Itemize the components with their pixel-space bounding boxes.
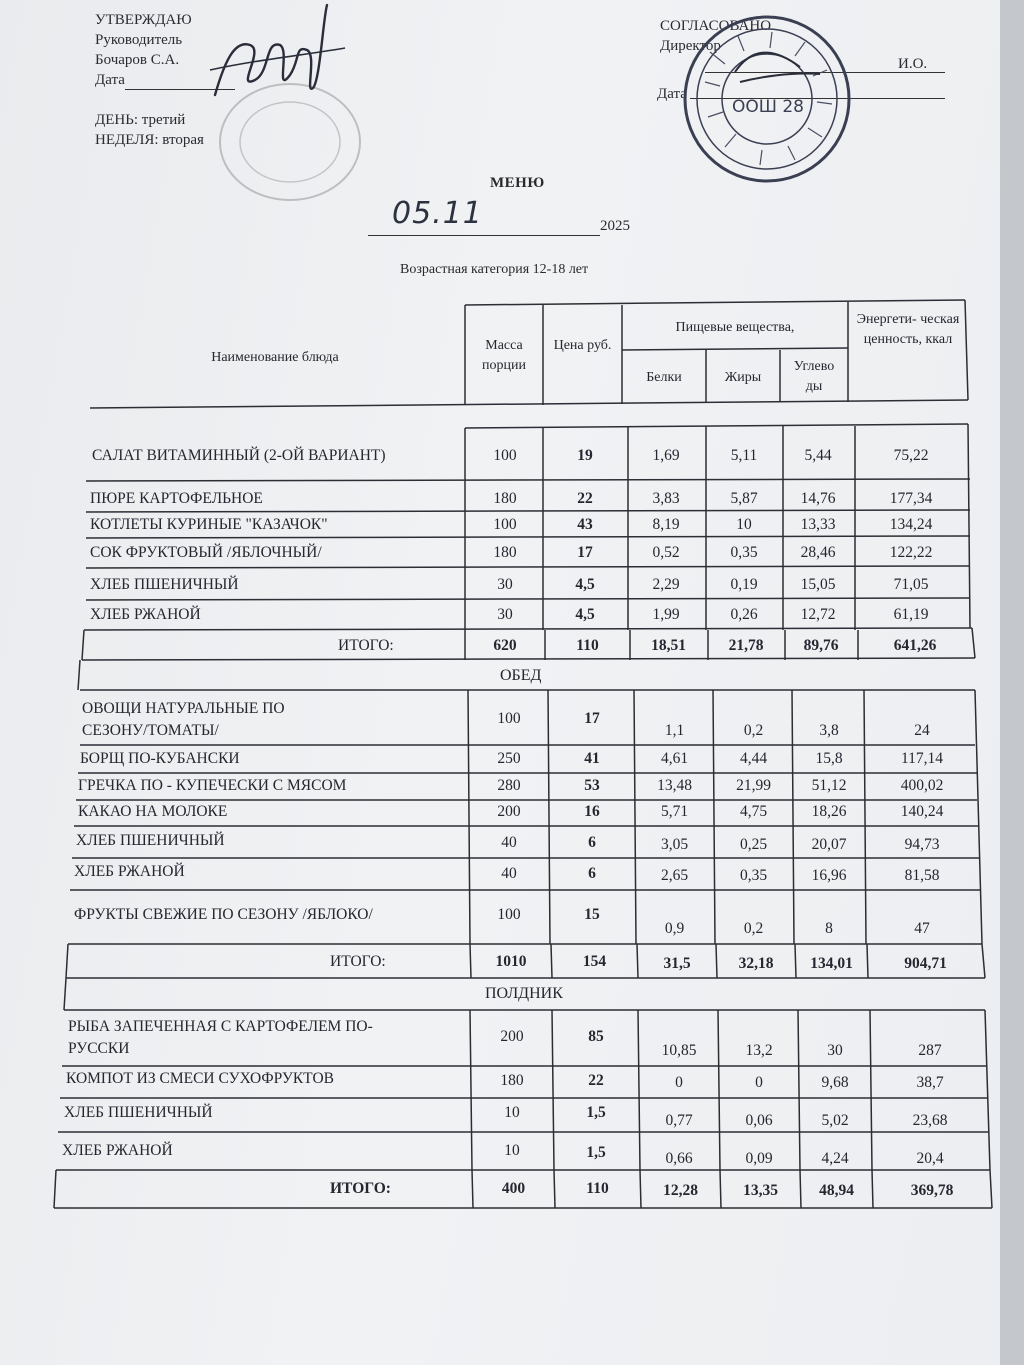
dish-mass: 280	[497, 777, 521, 794]
menu-title: МЕНЮ	[490, 175, 545, 191]
dish-name-line1: ОВОЩИ НАТУРАЛЬНЫЕ ПО	[82, 700, 285, 717]
total-energy: 369,78	[910, 1182, 954, 1199]
dish-protein: 0,9	[664, 920, 685, 937]
dish-name: ХЛЕБ РЖАНОЙ	[62, 1142, 173, 1159]
dish-protein: 10,85	[661, 1042, 697, 1059]
total-price: 110	[576, 637, 599, 654]
dish-fat: 0	[755, 1074, 763, 1091]
menu-date-handwritten: 05.11	[392, 196, 483, 231]
dish-mass: 100	[497, 710, 521, 727]
dish-fat: 0,2	[743, 722, 764, 739]
header-nutrients: Пищевые вещества,	[675, 320, 795, 335]
approve-date-label: Дата	[95, 72, 125, 88]
dish-protein: 4,61	[660, 750, 689, 767]
dish-carbs: 28,46	[800, 544, 836, 561]
dish-protein: 8,19	[652, 516, 680, 533]
dish-energy: 287	[918, 1042, 942, 1059]
total-label: ИТОГО:	[330, 1180, 391, 1197]
dish-price: 41	[584, 750, 600, 767]
dish-name	[68, 1016, 373, 1060]
dish-fat: 0,35	[730, 544, 758, 561]
dish-mass: 180	[493, 490, 517, 507]
dish-carbs: 30	[827, 1042, 843, 1059]
dish-carbs: 18,26	[811, 803, 847, 820]
dish-carbs: 20,07	[811, 836, 847, 853]
dish-protein: 3,83	[652, 490, 680, 507]
dish-mass: 180	[500, 1072, 524, 1089]
dish-name: ХЛЕБ ПШЕНИЧНЫЙ	[76, 832, 225, 849]
total-fat: 21,78	[728, 637, 764, 654]
dish-price: 85	[588, 1028, 604, 1045]
total-fat: 13,35	[743, 1182, 778, 1199]
dish-price: 19	[577, 447, 593, 464]
dish-energy: 24	[914, 722, 930, 739]
dish-fat: 0,26	[730, 606, 758, 623]
dish-carbs: 5,44	[804, 447, 832, 464]
dish-carbs: 15,05	[800, 576, 836, 593]
dish-carbs: 13,33	[800, 516, 836, 533]
dish-protein: 1,1	[664, 722, 685, 739]
dish-mass: 40	[501, 834, 517, 851]
header-price: Цена руб.	[553, 338, 612, 353]
dish-energy: 177,34	[889, 490, 933, 507]
dish-price: 1,5	[586, 1104, 606, 1121]
dish-name-line2: СЕЗОНУ/ТОМАТЫ/	[82, 722, 219, 739]
seal-text: ООШ 28	[732, 97, 804, 117]
dish-carbs: 12,72	[800, 606, 836, 623]
dish-carbs: 16,96	[811, 867, 847, 884]
dish-protein: 2,29	[652, 576, 680, 593]
dish-mass: 100	[493, 447, 517, 464]
dish-price: 6	[588, 834, 596, 851]
dish-mass: 180	[493, 544, 517, 561]
dish-energy: 81,58	[904, 867, 940, 884]
lunch-title: ОБЕД	[500, 667, 542, 684]
handwritten-signature-image	[195, 0, 355, 120]
header-mass: Масса порции	[482, 338, 526, 373]
snack-title: ПОЛДНИК	[485, 985, 563, 1002]
total-energy: 904,71	[904, 955, 947, 972]
dish-price: 1,5	[586, 1144, 606, 1161]
dish-mass: 30	[497, 606, 513, 623]
dish-fat: 0,19	[730, 576, 758, 593]
dish-energy: 47	[914, 920, 930, 937]
total-protein: 18,51	[651, 637, 686, 654]
dish-price: 17	[584, 710, 600, 727]
dish-fat: 0,09	[745, 1150, 773, 1167]
dish-name: СОК ФРУКТОВЫЙ /ЯБЛОЧНЫЙ/	[90, 544, 322, 561]
dish-mass: 10	[504, 1104, 520, 1121]
dish-energy: 122,22	[889, 544, 933, 561]
approver-role: Руководитель	[95, 32, 183, 48]
dish-name: БОРЩ ПО-КУБАНСКИ	[80, 750, 240, 767]
dish-name: ХЛЕБ РЖАНОЙ	[90, 606, 201, 623]
dish-energy: 134,24	[889, 516, 933, 533]
dish-name: ХЛЕБ ПШЕНИЧНЫЙ	[64, 1104, 213, 1121]
dish-energy: 23,68	[912, 1112, 948, 1129]
agree-date-label: Дата	[657, 86, 687, 102]
dish-carbs: 9,68	[821, 1074, 849, 1091]
total-energy: 641,26	[893, 637, 937, 654]
dish-energy: 400,02	[900, 777, 944, 794]
total-carbs: 48,94	[819, 1182, 854, 1199]
dish-protein: 0,77	[665, 1112, 693, 1129]
total-price: 154	[582, 953, 607, 970]
dish-price: 4,5	[575, 576, 595, 593]
menu-year: 2025	[600, 218, 630, 234]
dish-fat: 5,87	[730, 490, 758, 507]
dish-name	[82, 698, 285, 742]
dish-protein: 1,99	[652, 606, 680, 623]
total-protein: 12,28	[663, 1182, 698, 1199]
week-line: НЕДЕЛЯ: вторая	[95, 132, 204, 148]
header-fat: Жиры	[724, 370, 762, 385]
dish-name: ПЮРЕ КАРТОФЕЛЬНОЕ	[90, 490, 263, 507]
dish-carbs: 3,8	[819, 722, 839, 739]
dish-mass: 100	[497, 906, 521, 923]
dish-fat: 4,75	[739, 803, 768, 820]
header-carbs: Углево ды	[793, 359, 835, 394]
dish-name: САЛАТ ВИТАМИННЫЙ (2-ОЙ ВАРИАНТ)	[92, 447, 386, 464]
dish-protein: 0	[675, 1074, 683, 1091]
dish-protein: 5,71	[660, 803, 689, 820]
total-mass: 620	[493, 637, 517, 654]
dish-name: ГРЕЧКА ПО - КУПЕЧЕСКИ С МЯСОМ	[78, 777, 347, 794]
dish-mass: 250	[497, 750, 521, 767]
dish-energy: 38,7	[916, 1074, 944, 1091]
dish-name: КАКАО НА МОЛОКЕ	[78, 803, 228, 820]
header-protein: Белки	[646, 370, 682, 385]
dish-name: КОМПОТ ИЗ СМЕСИ СУХОФРУКТОВ	[66, 1070, 334, 1087]
dish-price: 22	[588, 1072, 604, 1089]
dish-name: ХЛЕБ ПШЕНИЧНЫЙ	[90, 576, 239, 593]
agree-initials: И.О.	[898, 56, 928, 72]
dish-price: 16	[584, 803, 600, 820]
dish-fat: 0,25	[739, 836, 768, 853]
total-carbs: 134,01	[810, 955, 853, 972]
total-price: 110	[586, 1180, 609, 1197]
dish-mass: 200	[497, 803, 521, 820]
dish-protein: 1,69	[652, 447, 680, 464]
dish-protein: 0,52	[652, 544, 680, 561]
header-name: Наименование блюда	[211, 350, 339, 365]
dish-fat: 21,99	[736, 777, 771, 794]
dish-mass: 200	[500, 1028, 524, 1045]
dish-fat: 13,2	[745, 1042, 773, 1059]
approve-label: УТВЕРЖДАЮ	[95, 12, 192, 28]
total-protein: 31,5	[663, 955, 691, 972]
dish-name: КОТЛЕТЫ КУРИНЫЕ "КАЗАЧОК"	[90, 516, 328, 533]
dish-energy: 94,73	[904, 836, 940, 853]
dish-mass: 10	[504, 1142, 520, 1159]
dish-carbs: 8	[825, 920, 833, 937]
dish-name: ФРУКТЫ СВЕЖИЕ ПО СЕЗОНУ /ЯБЛОКО/	[74, 906, 373, 923]
dish-energy: 20,4	[916, 1150, 944, 1167]
dish-carbs: 51,12	[811, 777, 847, 794]
total-label: ИТОГО:	[330, 953, 386, 970]
dish-carbs: 5,02	[821, 1112, 849, 1129]
dish-price: 15	[584, 906, 600, 923]
dish-energy: 71,05	[893, 576, 929, 593]
dish-name-line2: РУССКИ	[68, 1040, 130, 1057]
dish-mass: 30	[497, 576, 513, 593]
agree-label: СОГЛАСОВАНО	[660, 18, 772, 34]
dish-energy: 75,22	[893, 447, 929, 464]
dish-energy: 117,14	[900, 750, 944, 767]
dish-mass: 100	[493, 516, 517, 533]
dish-price: 53	[584, 777, 600, 794]
total-fat: 32,18	[738, 955, 774, 972]
dish-carbs: 14,76	[800, 490, 836, 507]
approver-name: Бочаров С.А.	[95, 52, 180, 68]
dish-protein: 13,48	[657, 777, 692, 794]
dish-price: 22	[577, 490, 593, 507]
total-carbs: 89,76	[803, 637, 839, 654]
dish-fat: 0,2	[743, 920, 764, 937]
dish-fat: 0,35	[739, 867, 768, 884]
total-mass: 1010	[495, 953, 527, 970]
header-energy: Энергети- ческая ценность, ккал	[856, 312, 960, 347]
dish-name-line1: РЫБА ЗАПЕЧЕННАЯ С КАРТОФЕЛЕМ ПО-	[68, 1018, 373, 1035]
agree-role: Директор	[660, 38, 721, 54]
dish-protein: 0,66	[665, 1150, 693, 1167]
dish-protein: 3,05	[660, 836, 689, 853]
total-mass: 400	[501, 1180, 526, 1197]
dish-price: 43	[577, 516, 593, 533]
dish-protein: 2,65	[660, 867, 689, 884]
background-edge	[1000, 0, 1024, 1365]
dish-name: ХЛЕБ РЖАНОЙ	[74, 863, 185, 880]
dish-price: 6	[588, 865, 596, 882]
dish-fat: 4,44	[739, 750, 768, 767]
dish-fat: 0,06	[745, 1112, 773, 1129]
official-seal-image	[680, 12, 855, 187]
total-label: ИТОГО:	[338, 637, 394, 654]
dish-price: 17	[577, 544, 593, 561]
age-category: Возрастная категория 12-18 лет	[400, 262, 589, 277]
dish-energy: 140,24	[900, 803, 944, 820]
day-line: ДЕНЬ: третий	[95, 112, 186, 128]
dish-carbs: 4,24	[821, 1150, 849, 1167]
dish-energy: 61,19	[893, 606, 929, 623]
dish-carbs: 15,8	[815, 750, 843, 767]
dish-price: 4,5	[575, 606, 595, 623]
dish-fat: 10	[736, 516, 752, 533]
dish-mass: 40	[501, 865, 517, 882]
dish-fat: 5,11	[730, 447, 758, 464]
